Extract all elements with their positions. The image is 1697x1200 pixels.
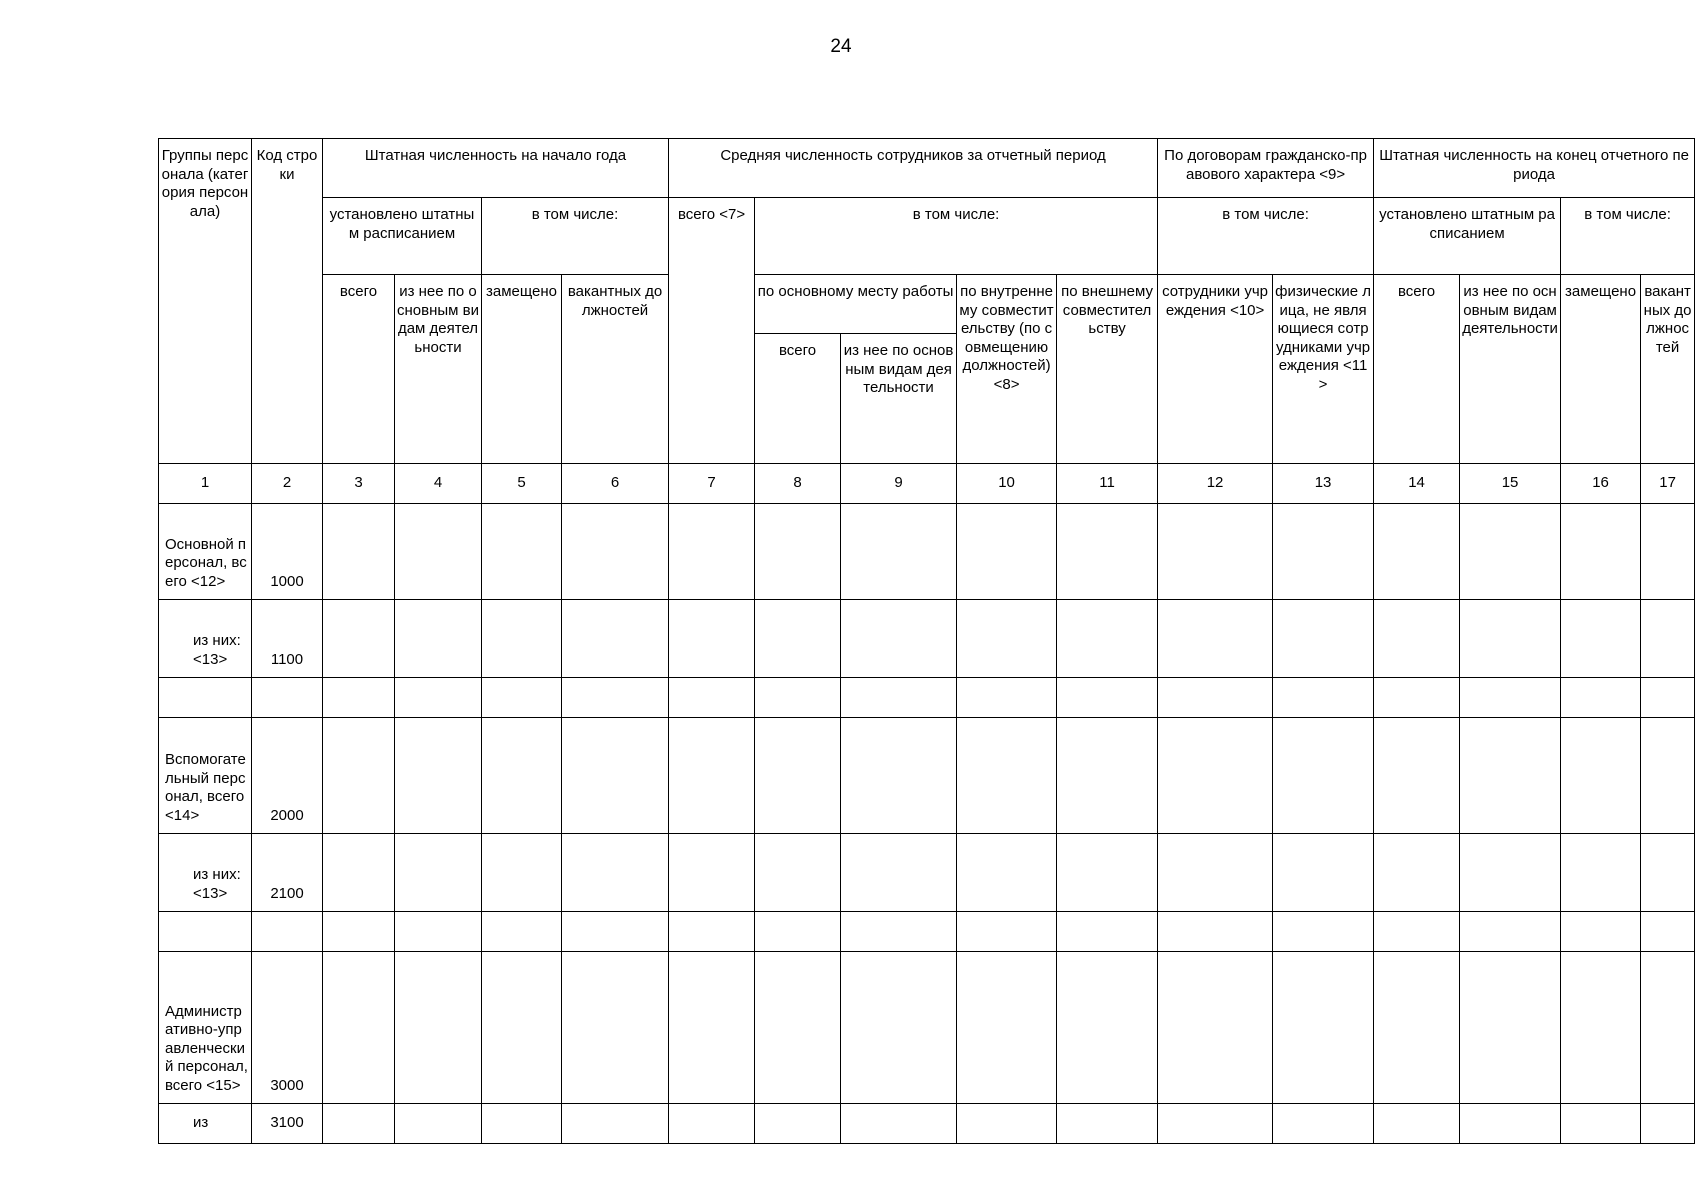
table-row — [159, 912, 1695, 952]
data-cell[interactable] — [562, 718, 669, 834]
col-number: 15 — [1460, 464, 1561, 504]
data-cell[interactable] — [1561, 678, 1641, 718]
data-cell[interactable] — [669, 1104, 755, 1144]
data-cell[interactable] — [1641, 504, 1695, 600]
header-staff-end-period: Штатная численность на конец отчетного периода — [1374, 139, 1695, 198]
table-row — [159, 600, 1695, 678]
header-col17: вакантных должностей — [1641, 275, 1695, 464]
data-cell[interactable] — [1374, 834, 1460, 912]
data-cell[interactable] — [1057, 1104, 1158, 1144]
data-cell[interactable] — [841, 952, 957, 1104]
header-col14: всего — [1374, 275, 1460, 464]
row-code — [252, 912, 323, 952]
data-cell[interactable] — [482, 1104, 562, 1144]
data-cell[interactable] — [395, 834, 482, 912]
data-cell[interactable] — [841, 600, 957, 678]
data-cell[interactable] — [395, 912, 482, 952]
data-cell[interactable] — [957, 504, 1057, 600]
data-cell[interactable] — [395, 600, 482, 678]
data-cell[interactable] — [1158, 678, 1273, 718]
col-number: 14 — [1374, 464, 1460, 504]
data-cell[interactable] — [1057, 952, 1158, 1104]
data-cell[interactable] — [1374, 600, 1460, 678]
data-cell[interactable] — [482, 952, 562, 1104]
data-cell[interactable] — [1641, 952, 1695, 1104]
data-cell[interactable] — [841, 678, 957, 718]
header-staff-start-year: Штатная численность на начало года — [323, 139, 669, 198]
table-row — [159, 678, 1695, 718]
data-cell[interactable] — [1641, 600, 1695, 678]
col-number: 5 — [482, 464, 562, 504]
data-cell[interactable] — [395, 678, 482, 718]
data-cell[interactable] — [1273, 678, 1374, 718]
row-label: Административно-управленческий персонал, всего <15> — [159, 952, 252, 1104]
data-cell[interactable] — [1460, 1104, 1561, 1144]
data-cell[interactable] — [1561, 952, 1641, 1104]
col-number: 1 — [159, 464, 252, 504]
data-cell[interactable] — [395, 718, 482, 834]
data-cell[interactable] — [1641, 912, 1695, 952]
data-cell[interactable] — [1057, 600, 1158, 678]
data-cell[interactable] — [1561, 600, 1641, 678]
col-number: 16 — [1561, 464, 1641, 504]
data-cell[interactable] — [562, 504, 669, 600]
data-cell[interactable] — [1158, 600, 1273, 678]
page-number: 24 — [830, 36, 852, 57]
header-established-end: установлено штатным расписанием — [1374, 198, 1561, 275]
data-cell[interactable] — [755, 1104, 841, 1144]
data-cell[interactable] — [841, 718, 957, 834]
col-number: 2 — [252, 464, 323, 504]
col-number: 6 — [562, 464, 669, 504]
data-cell[interactable] — [1158, 912, 1273, 952]
table-row — [159, 718, 1695, 834]
data-cell[interactable] — [395, 1104, 482, 1144]
row-label: Вспомогательный персонал, всего <14> — [159, 718, 252, 834]
data-cell[interactable] — [482, 600, 562, 678]
row-label: из — [159, 1104, 252, 1144]
data-cell[interactable] — [1273, 600, 1374, 678]
data-cell[interactable] — [755, 678, 841, 718]
data-cell[interactable] — [755, 952, 841, 1104]
header-established-start: установлено штатным расписанием — [323, 198, 482, 275]
table-row — [159, 504, 1695, 600]
data-cell[interactable] — [1460, 504, 1561, 600]
data-cell[interactable] — [323, 912, 395, 952]
header-col8: всего — [755, 334, 841, 464]
col-number: 12 — [1158, 464, 1273, 504]
data-cell[interactable] — [1561, 504, 1641, 600]
data-cell[interactable] — [1273, 952, 1374, 1104]
header-including-contracts: в том числе: — [1158, 198, 1374, 275]
data-cell[interactable] — [482, 718, 562, 834]
header-staff-groups: Группы персонала (категория персонала) — [159, 139, 252, 464]
col-number: 8 — [755, 464, 841, 504]
header-col13: физические лица, не являющиеся сотрудниками учреждения <11> — [1273, 275, 1374, 464]
data-cell[interactable] — [1158, 834, 1273, 912]
row-code: 3000 — [252, 952, 323, 1104]
header-col16: замещено — [1561, 275, 1641, 464]
data-cell[interactable] — [323, 1104, 395, 1144]
data-cell[interactable] — [482, 678, 562, 718]
data-cell[interactable] — [1057, 718, 1158, 834]
data-cell[interactable] — [562, 678, 669, 718]
data-cell[interactable] — [323, 600, 395, 678]
header-col6: вакантных должностей — [562, 275, 669, 464]
data-cell[interactable] — [1273, 504, 1374, 600]
row-code — [252, 678, 323, 718]
data-cell[interactable] — [562, 834, 669, 912]
data-cell[interactable] — [1374, 504, 1460, 600]
data-cell[interactable] — [1158, 1104, 1273, 1144]
data-cell[interactable] — [669, 718, 755, 834]
header-total-7: всего <7> — [669, 198, 755, 464]
header-row-code: Код строки — [252, 139, 323, 464]
header-including-average: в том числе: — [755, 198, 1158, 275]
col-number: 13 — [1273, 464, 1374, 504]
data-cell[interactable] — [755, 504, 841, 600]
col-number: 9 — [841, 464, 957, 504]
header-including-end: в том числе: — [1561, 198, 1695, 275]
data-cell[interactable] — [1057, 504, 1158, 600]
data-cell[interactable] — [1641, 1104, 1695, 1144]
data-cell[interactable] — [755, 600, 841, 678]
data-cell[interactable] — [1460, 834, 1561, 912]
header-col15: из нее по основным видам деятельности — [1460, 275, 1561, 464]
header-col3: всего — [323, 275, 395, 464]
row-code: 2000 — [252, 718, 323, 834]
data-cell[interactable] — [323, 718, 395, 834]
data-cell[interactable] — [1374, 952, 1460, 1104]
col-number: 11 — [1057, 464, 1158, 504]
data-cell[interactable] — [957, 678, 1057, 718]
data-cell[interactable] — [1641, 718, 1695, 834]
data-cell[interactable] — [1273, 912, 1374, 952]
data-cell[interactable] — [1273, 1104, 1374, 1144]
data-cell[interactable] — [1273, 718, 1374, 834]
data-cell[interactable] — [1158, 504, 1273, 600]
data-cell[interactable] — [482, 504, 562, 600]
data-cell[interactable] — [755, 834, 841, 912]
data-cell[interactable] — [1641, 678, 1695, 718]
data-cell[interactable] — [1641, 834, 1695, 912]
table-row — [159, 952, 1695, 1104]
col-number: 3 — [323, 464, 395, 504]
data-cell[interactable] — [1057, 834, 1158, 912]
data-cell[interactable] — [395, 952, 482, 1104]
data-cell[interactable] — [562, 600, 669, 678]
row-label: Основной персонал, всего <12> — [159, 504, 252, 600]
data-cell[interactable] — [1561, 718, 1641, 834]
header-civil-contracts: По договорам гражданско-правового характера <9> — [1158, 139, 1374, 198]
data-cell[interactable] — [1057, 912, 1158, 952]
data-cell[interactable] — [1374, 912, 1460, 952]
data-cell[interactable] — [562, 1104, 669, 1144]
data-cell[interactable] — [841, 1104, 957, 1144]
data-cell[interactable] — [562, 912, 669, 952]
data-cell[interactable] — [957, 600, 1057, 678]
data-cell[interactable] — [669, 912, 755, 952]
data-cell[interactable] — [1374, 718, 1460, 834]
data-cell[interactable] — [957, 718, 1057, 834]
data-cell[interactable] — [1158, 952, 1273, 1104]
data-cell[interactable] — [1374, 678, 1460, 718]
header-col12: сотрудники учреждения <10> — [1158, 275, 1273, 464]
data-cell[interactable] — [323, 504, 395, 600]
data-cell[interactable] — [1374, 1104, 1460, 1144]
col-number: 7 — [669, 464, 755, 504]
data-cell[interactable] — [482, 834, 562, 912]
row-code: 2100 — [252, 834, 323, 912]
data-cell[interactable] — [957, 912, 1057, 952]
col-number: 10 — [957, 464, 1057, 504]
data-cell[interactable] — [755, 718, 841, 834]
data-cell[interactable] — [957, 834, 1057, 912]
header-average-staff: Средняя численность сотрудников за отчетный период — [669, 139, 1158, 198]
data-cell[interactable] — [1460, 912, 1561, 952]
data-cell[interactable] — [1561, 1104, 1641, 1144]
row-code: 3100 — [252, 1104, 323, 1144]
header-main-place: по основному месту работы — [755, 275, 957, 334]
data-cell[interactable] — [1460, 952, 1561, 1104]
header-col9: из нее по основным видам деятельности — [841, 334, 957, 464]
data-cell[interactable] — [395, 504, 482, 600]
data-cell[interactable] — [1561, 912, 1641, 952]
data-cell[interactable] — [323, 834, 395, 912]
row-code: 1100 — [252, 600, 323, 678]
data-cell[interactable] — [669, 504, 755, 600]
row-label: из них: <13> — [159, 600, 252, 678]
data-cell[interactable] — [562, 952, 669, 1104]
data-cell[interactable] — [841, 912, 957, 952]
row-label — [159, 678, 252, 718]
data-cell[interactable] — [1158, 718, 1273, 834]
data-cell[interactable] — [1460, 600, 1561, 678]
data-cell[interactable] — [957, 952, 1057, 1104]
data-cell[interactable] — [669, 952, 755, 1104]
header-col10: по внутреннему совместительству (по совмещению должностей) <8> — [957, 275, 1057, 464]
data-cell[interactable] — [1460, 678, 1561, 718]
data-cell[interactable] — [323, 952, 395, 1104]
data-cell[interactable] — [755, 912, 841, 952]
table-row — [159, 834, 1695, 912]
data-cell[interactable] — [1561, 834, 1641, 912]
col-number: 4 — [395, 464, 482, 504]
data-cell[interactable] — [482, 912, 562, 952]
data-cell[interactable] — [1460, 718, 1561, 834]
header-col4: из нее по основным видам деятельности — [395, 275, 482, 464]
data-cell[interactable] — [1273, 834, 1374, 912]
data-cell[interactable] — [1057, 678, 1158, 718]
table-row — [159, 1104, 1695, 1144]
data-cell[interactable] — [841, 504, 957, 600]
header-col5: замещено — [482, 275, 562, 464]
row-label — [159, 912, 252, 952]
data-cell[interactable] — [669, 600, 755, 678]
row-code: 1000 — [252, 504, 323, 600]
col-number: 17 — [1641, 464, 1695, 504]
row-label: из них: <13> — [159, 834, 252, 912]
header-col11: по внешнему совместительству — [1057, 275, 1158, 464]
data-cell[interactable] — [669, 834, 755, 912]
data-cell[interactable] — [957, 1104, 1057, 1144]
data-cell[interactable] — [669, 678, 755, 718]
staff-count-table — [158, 138, 1695, 1144]
data-cell[interactable] — [323, 678, 395, 718]
header-including-start: в том числе: — [482, 198, 669, 275]
data-cell[interactable] — [841, 834, 957, 912]
